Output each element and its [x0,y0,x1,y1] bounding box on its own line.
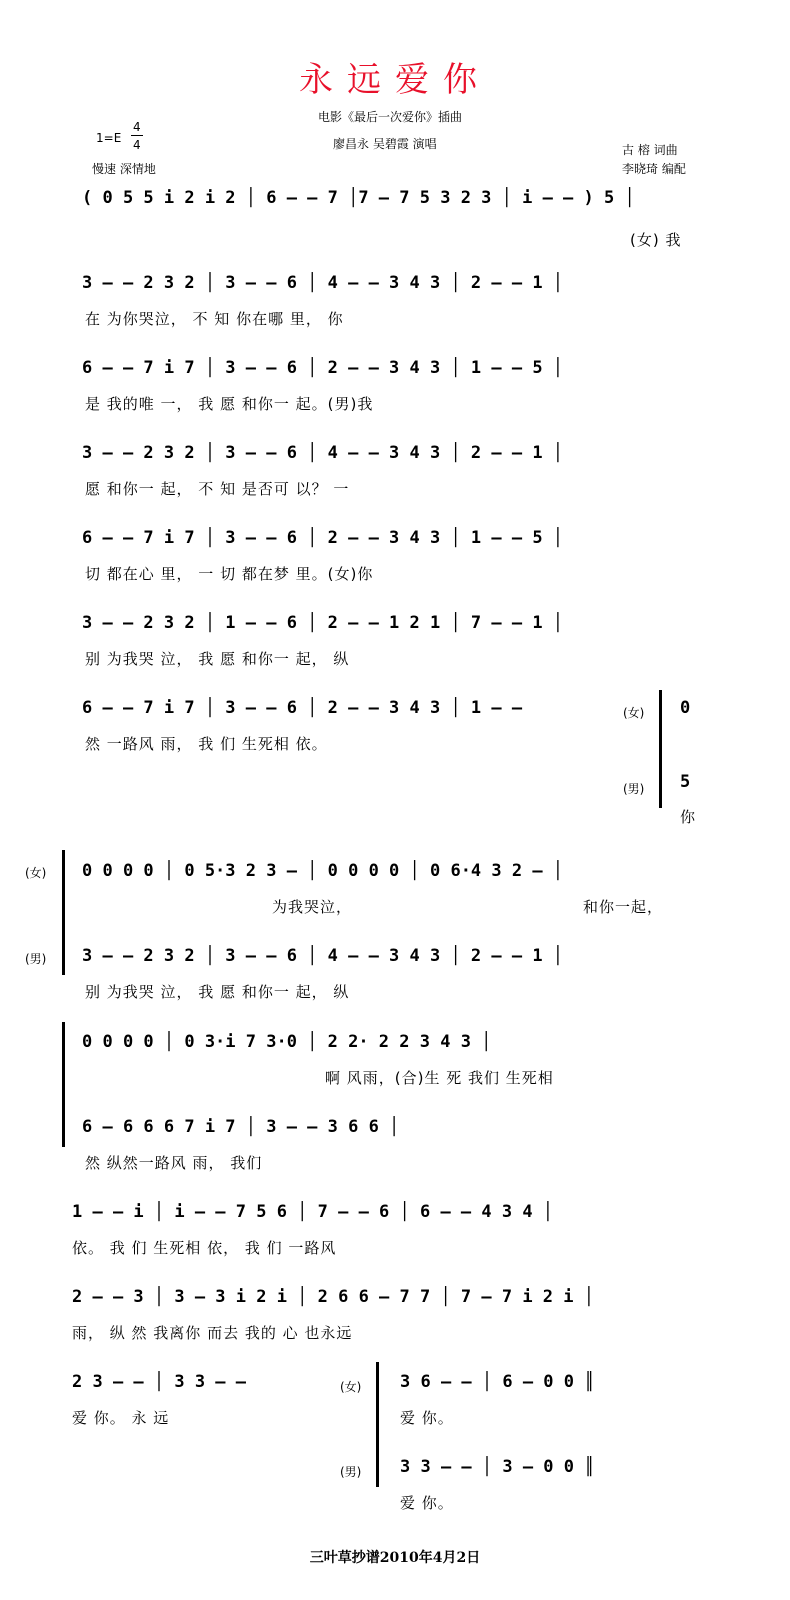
lyric-row-4: 愿 和你一 起， 不 知 是否可 以？ 一 [85,480,350,498]
row7-male-note: 5 [680,772,691,792]
key-signature: 1=E [96,131,122,145]
lyric-row-6: 别 为我哭 泣， 我 愿 和你一 起， 纵 [85,650,350,668]
notation-row-7: 6 – – 7 i 7 │ 3 – – 6 │ 2 – – 3 4 3 │ 1 – – [82,698,523,718]
notation-row-9: 2 – – 3 │ 3 – 3 i 2 i │ 2 6 6 – 7 7 │ 7 – 7 i 2 i │ [72,1287,594,1307]
tempo-marking: 慢速 深情地 [92,162,156,176]
duet1-female-notes: 0 0 0 0 │ 0 5·3 2 3 – │ 0 0 0 0 │ 0 6·4 3 2 – │ [82,861,564,881]
duet2-top-notes: 0 0 0 0 │ 0 3·i 7 3·0 │ 2 2· 2 2 3 4 3 │ [82,1032,492,1052]
time-signature-line [131,135,143,136]
notation-row-8: 1 – – i │ i – – 7 5 6 │ 7 – – 6 │ 6 – – 4 3 4 │ [72,1202,554,1222]
song-title: 永远爱你 [299,60,491,100]
lyric-row-9: 雨， 纵 然 我离你 而去 我的 心 也永远 [72,1324,353,1342]
ending-male-notes: 3 3 – – │ 3 – 0 0 ║ [400,1457,595,1477]
duet2-bottom-notes: 6 – 6 6 6 7 i 7 │ 3 – – 3 6 6 │ [82,1117,400,1137]
row7-brace [659,690,662,808]
row7-female-label: (女) [623,706,645,720]
duet1-male-notes: 3 – – 2 3 2 │ 3 – – 6 │ 4 – – 3 4 3 │ 2 – – 1 │ [82,946,564,966]
footer-credit: 三叶草抄谱2010年4月2日 [309,1550,481,1566]
row7-male-label: (男) [623,782,645,796]
duet2-top-lyric: 啊 风雨，(合)生 死 我们 生死相 [325,1069,554,1087]
lyric-row-10: 爱 你。 永 远 [72,1409,170,1427]
lyric-row-2: 在 为你哭泣， 不 知 你在哪 里， 你 [85,310,344,328]
duet1-female-lyric-a: 为我哭泣， [272,898,353,916]
ending-female-notes: 3 6 – – │ 6 – 0 0 ║ [400,1372,595,1392]
duet1-female-label: (女) [25,866,47,880]
notation-row-10: 2 3 – – │ 3 3 – – [72,1372,246,1392]
notation-row-1: ( 0 5 5 i 2 i 2 │ 6 – – 7 │7 – 7 5 3 2 3 │ i – – ) 5 │ [82,188,635,208]
singers: 廖昌永 吴碧霞 演唱 [333,137,437,151]
time-signature-bottom: 4 [133,138,141,152]
credit-arranger: 李晓琦 编配 [622,162,686,176]
ending-male-label: (男) [340,1465,362,1479]
notation-row-3: 6 – – 7 i 7 │ 3 – – 6 │ 2 – – 3 4 3 │ 1 – – 5 │ [82,358,564,378]
row7-male-lyric: 你 [680,808,697,826]
ending-male-lyric: 爱 你。 [400,1494,454,1512]
duet1-brace [62,850,65,975]
duet2-bottom-lyric: 然 纵然一路风 雨， 我们 [85,1154,263,1172]
notation-row-4: 3 – – 2 3 2 │ 3 – – 6 │ 4 – – 3 4 3 │ 2 – – 1 │ [82,443,564,463]
ending-brace [376,1362,379,1487]
lyric-row-1: (女) 我 [630,231,682,249]
credit-lyrics: 古 榕 词曲 [622,143,678,157]
ending-female-lyric: 爱 你。 [400,1409,454,1427]
subtitle: 电影《最后一次爱你》插曲 [318,110,463,124]
notation-row-6: 3 – – 2 3 2 │ 1 – – 6 │ 2 – – 1 2 1 │ 7 – – 1 │ [82,613,564,633]
row7-female-note: 0 [680,698,691,718]
duet1-male-lyric: 别 为我哭 泣， 我 愿 和你一 起， 纵 [85,983,350,1001]
notation-row-5: 6 – – 7 i 7 │ 3 – – 6 │ 2 – – 3 4 3 │ 1 – – 5 │ [82,528,564,548]
lyric-row-5: 切 都在心 里， 一 切 都在梦 里。(女)你 [85,565,374,583]
duet1-male-label: (男) [25,952,47,966]
duet1-female-lyric-b: 和你一起， [583,898,664,916]
lyric-row-3: 是 我的唯 一， 我 愿 和你一 起。(男)我 [85,395,374,413]
ending-female-label: (女) [340,1380,362,1394]
notation-row-2: 3 – – 2 3 2 │ 3 – – 6 │ 4 – – 3 4 3 │ 2 – – 1 │ [82,273,564,293]
lyric-row-7: 然 一路风 雨， 我 们 生死相 依。 [85,735,328,753]
duet2-brace [62,1022,65,1147]
lyric-row-8: 依。 我 们 生死相 依， 我 们 一路风 [72,1239,337,1257]
time-signature-top: 4 [133,120,141,134]
